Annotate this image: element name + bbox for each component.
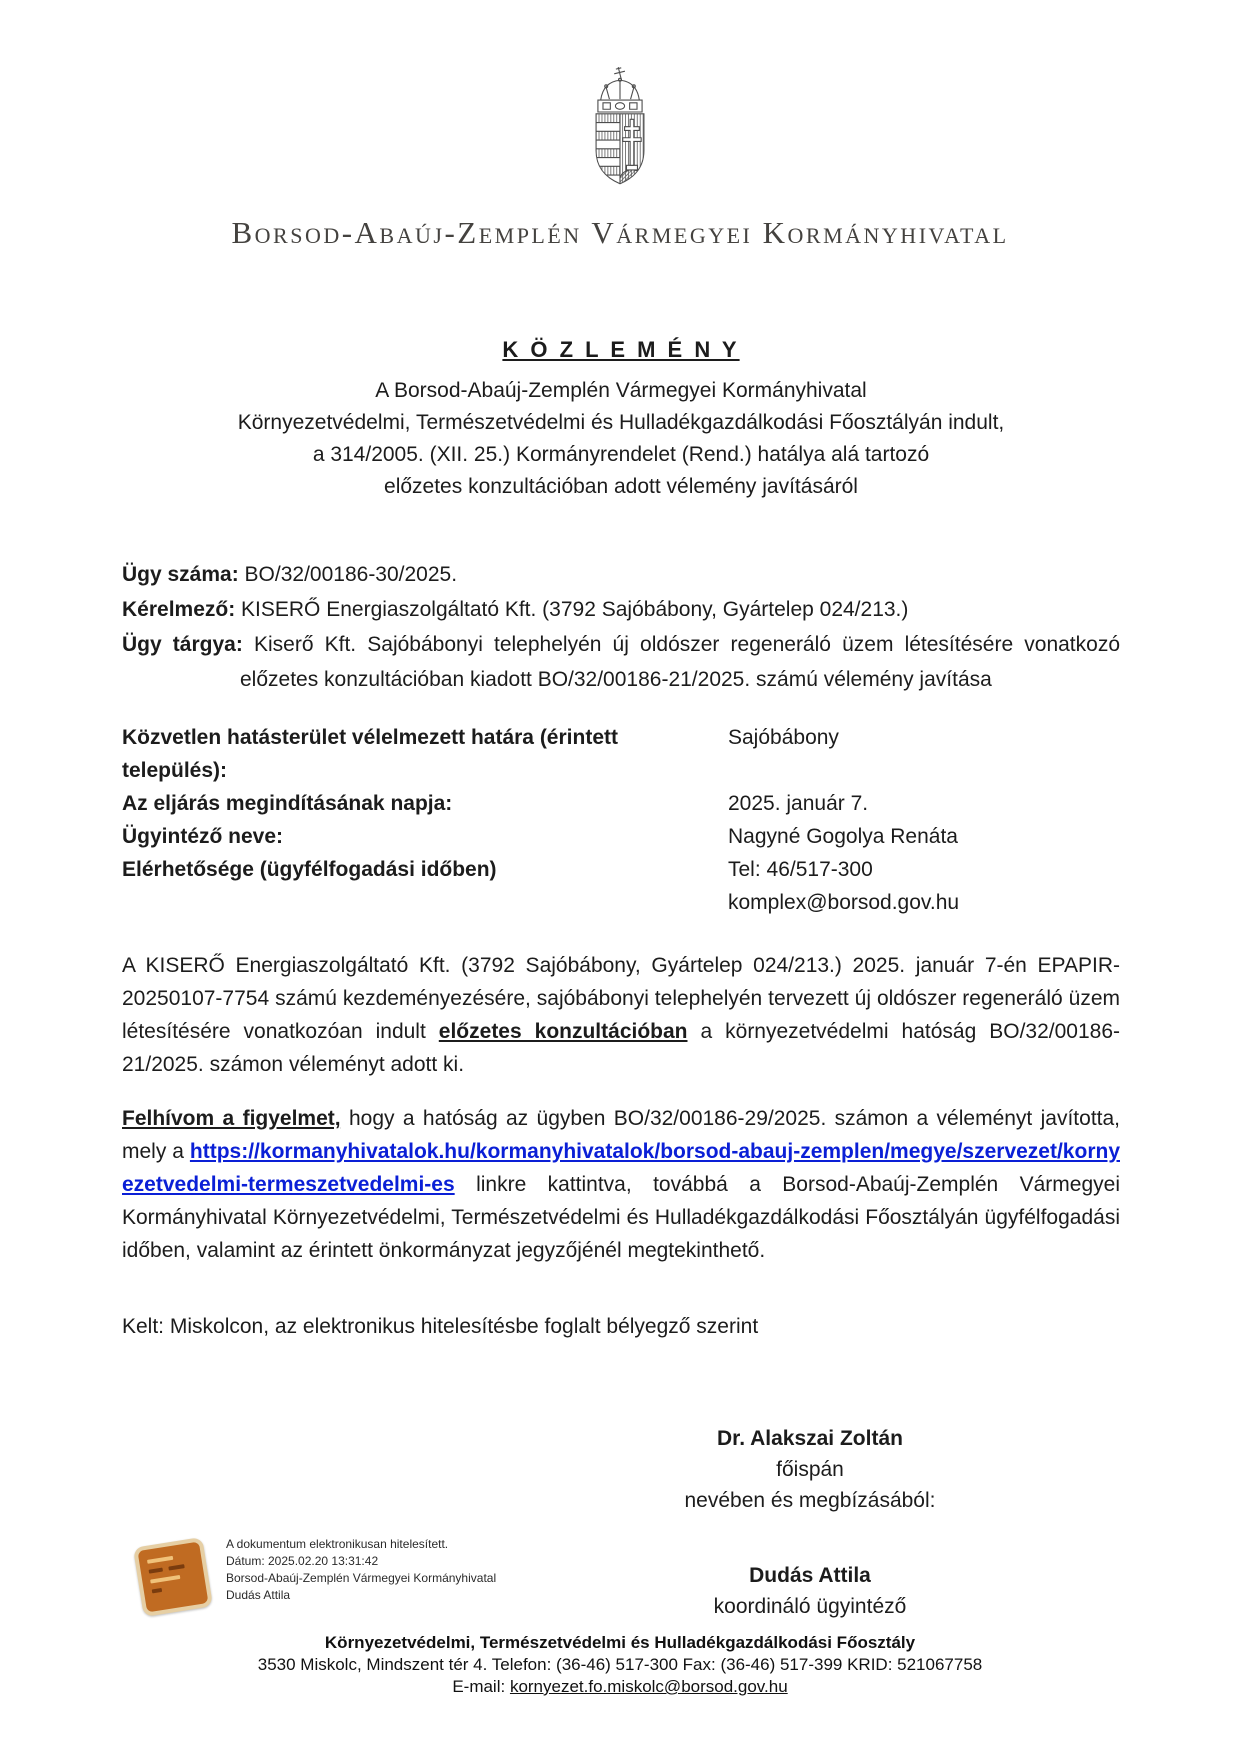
detail-value: Nagyné Gogolya Renáta: [728, 825, 958, 848]
detail-value: 2025. január 7.: [728, 792, 869, 815]
detail-label: [122, 886, 728, 919]
paragraph-text: hogy a hatóság az ügyben BO/32/00186-29/2025. számon a véleményt javította, mely a: [122, 1107, 1120, 1163]
notice-intro: [122, 375, 1120, 503]
signature-principal: [600, 1423, 1020, 1516]
detail-label: Az eljárás megindításának napja:: [122, 792, 453, 815]
intro-line: Környezetvédelmi, Természetvédelmi és Hulladékgazdálkodási Főosztályán indult,: [237, 411, 1005, 434]
stamp-line: A dokumentum elektronikusan hitelesített.: [226, 1537, 449, 1551]
subject-line: [122, 627, 1120, 697]
principal-name: Dr. Alakszai Zoltán: [717, 1427, 903, 1450]
attention-lead: Felhívom a figyelmet,: [122, 1107, 341, 1130]
case-details: [122, 721, 1120, 919]
stamp-line: Dátum: 2025.02.20 13:31:42: [226, 1554, 379, 1568]
detail-label: Ügyintéző neve:: [122, 825, 284, 848]
footer-email-link[interactable]: kornyezet.fo.miskolc@borsod.gov.hu: [509, 1677, 788, 1696]
detail-row: [122, 721, 1120, 787]
letterhead: [0, 0, 1240, 251]
case-number-label: Ügy száma:: [122, 563, 239, 586]
office-name: Borsod-Abaúj-Zemplén Vármegyei Kormányhivatal: [231, 215, 1009, 250]
footer-email-label: E-mail:: [452, 1677, 510, 1696]
footer-email-line: [0, 1676, 1240, 1698]
document-body: [122, 337, 1120, 1622]
footer-address: 3530 Miskolc, Mindszent tér 4. Telefon: (36-46) 517-300 Fax: (36-46) 517-399 KRID: 521067758: [257, 1655, 983, 1674]
electronic-stamp: [138, 1536, 496, 1612]
detail-label: Közvetlen hatásterület vélelmezett határa (érintett település):: [122, 726, 618, 782]
case-identifiers: [122, 557, 1120, 697]
paragraph-attention: [122, 1102, 1120, 1267]
applicant-value: KISERŐ Energiaszolgáltató Kft. (3792 Sajóbábony, Gyártelep 024/213.): [235, 598, 909, 621]
paragraph-text: A KISERŐ Energiaszolgáltató Kft. (3792 Sajóbábony, Gyártelep 024/213.) 2025. január 7-én EPAPIR-20250107-7754 számú kezdeményezésére, sajóbábonyi telephelyén tervezett új oldószer regeneráló üzem létesítésére vonatkozóan indult: [122, 954, 1120, 1043]
intro-line: előzetes konzultációban adott vélemény javításáról: [384, 475, 858, 498]
detail-label: Elérhetősége (ügyfélfogadási időben): [122, 858, 497, 881]
signer-name: Dudás Attila: [749, 1564, 871, 1587]
intro-line: A Borsod-Abaúj-Zemplén Vármegyei Kormányhivatal: [375, 379, 867, 402]
detail-value: Sajóbábony: [728, 726, 839, 749]
signature-signer: [600, 1560, 1020, 1622]
detail-row: [122, 820, 1120, 853]
kormanyhivatalok-link[interactable]: https://kormanyhivatalok.hu/kormanyhivatalok/borsod-abauj-zemplen/megye/szervezet/kornyezetvedelmi-termeszetvedelmi-es: [122, 1140, 1120, 1196]
case-number-line: [122, 557, 1120, 592]
notice-title: K Ö Z L E M É N Y: [502, 337, 740, 362]
paragraph-emphasis: előzetes konzultációban: [438, 1020, 688, 1043]
intro-line: a 314/2005. (XII. 25.) Kormányrendelet (Rend.) hatálya alá tartozó: [312, 443, 930, 466]
applicant-line: [122, 592, 1120, 627]
case-number-value: BO/32/00186-30/2025.: [238, 563, 458, 586]
stamp-text: [226, 1536, 496, 1604]
footer-department: Környezetvédelmi, Természetvédelmi és Hulladékgazdálkodási Főosztály: [324, 1633, 916, 1652]
detail-row: [122, 886, 1120, 919]
detail-value: Tel: 46/517-300: [728, 858, 873, 881]
paragraph-text: linkre kattintva, továbbá a Borsod-Abaúj-Zemplén Vármegyei Kormányhivatal Környezetvédelmi, Természetvédelmi és Hulladékgazdálkodási Főosztályán ügyfélfogadási időben, valamint az érintett önkormányzat jegyzőjénél megtekinthető.: [122, 1173, 1120, 1262]
dated-line: Kelt: Miskolcon, az elektronikus hitelesítésbe foglalt bélyegző szerint: [122, 1315, 759, 1338]
detail-row: [122, 853, 1120, 886]
hungarian-coat-of-arms-icon: [573, 66, 667, 204]
paragraph-consultation: [122, 949, 1120, 1081]
subject-value: Kiserő Kft. Sajóbábonyi telephelyén új oldószer regeneráló üzem létesítésére vonatkozó előzetes konzultációban kiadott BO/32/00186-21/2025. számú vélemény javítása: [240, 633, 1120, 691]
on-behalf-line: nevében és megbízásából:: [684, 1489, 936, 1512]
applicant-label: Kérelmező:: [122, 598, 236, 621]
detail-value: komplex@borsod.gov.hu: [728, 891, 960, 914]
principal-title: főispán: [776, 1458, 844, 1481]
detail-row: [122, 787, 1120, 820]
signer-title: koordináló ügyintéző: [713, 1595, 907, 1618]
stamp-icon: [133, 1537, 213, 1617]
footer: [0, 1632, 1240, 1698]
stamp-line: Borsod-Abaúj-Zemplén Vármegyei Kormányhivatal: [226, 1571, 497, 1585]
subject-label: Ügy tárgya:: [122, 633, 243, 656]
stamp-line: Dudás Attila: [226, 1588, 291, 1602]
paragraph-text: a környezetvédelmi hatóság BO/32/00186-21/2025. számon véleményt adott ki.: [122, 1020, 1120, 1076]
